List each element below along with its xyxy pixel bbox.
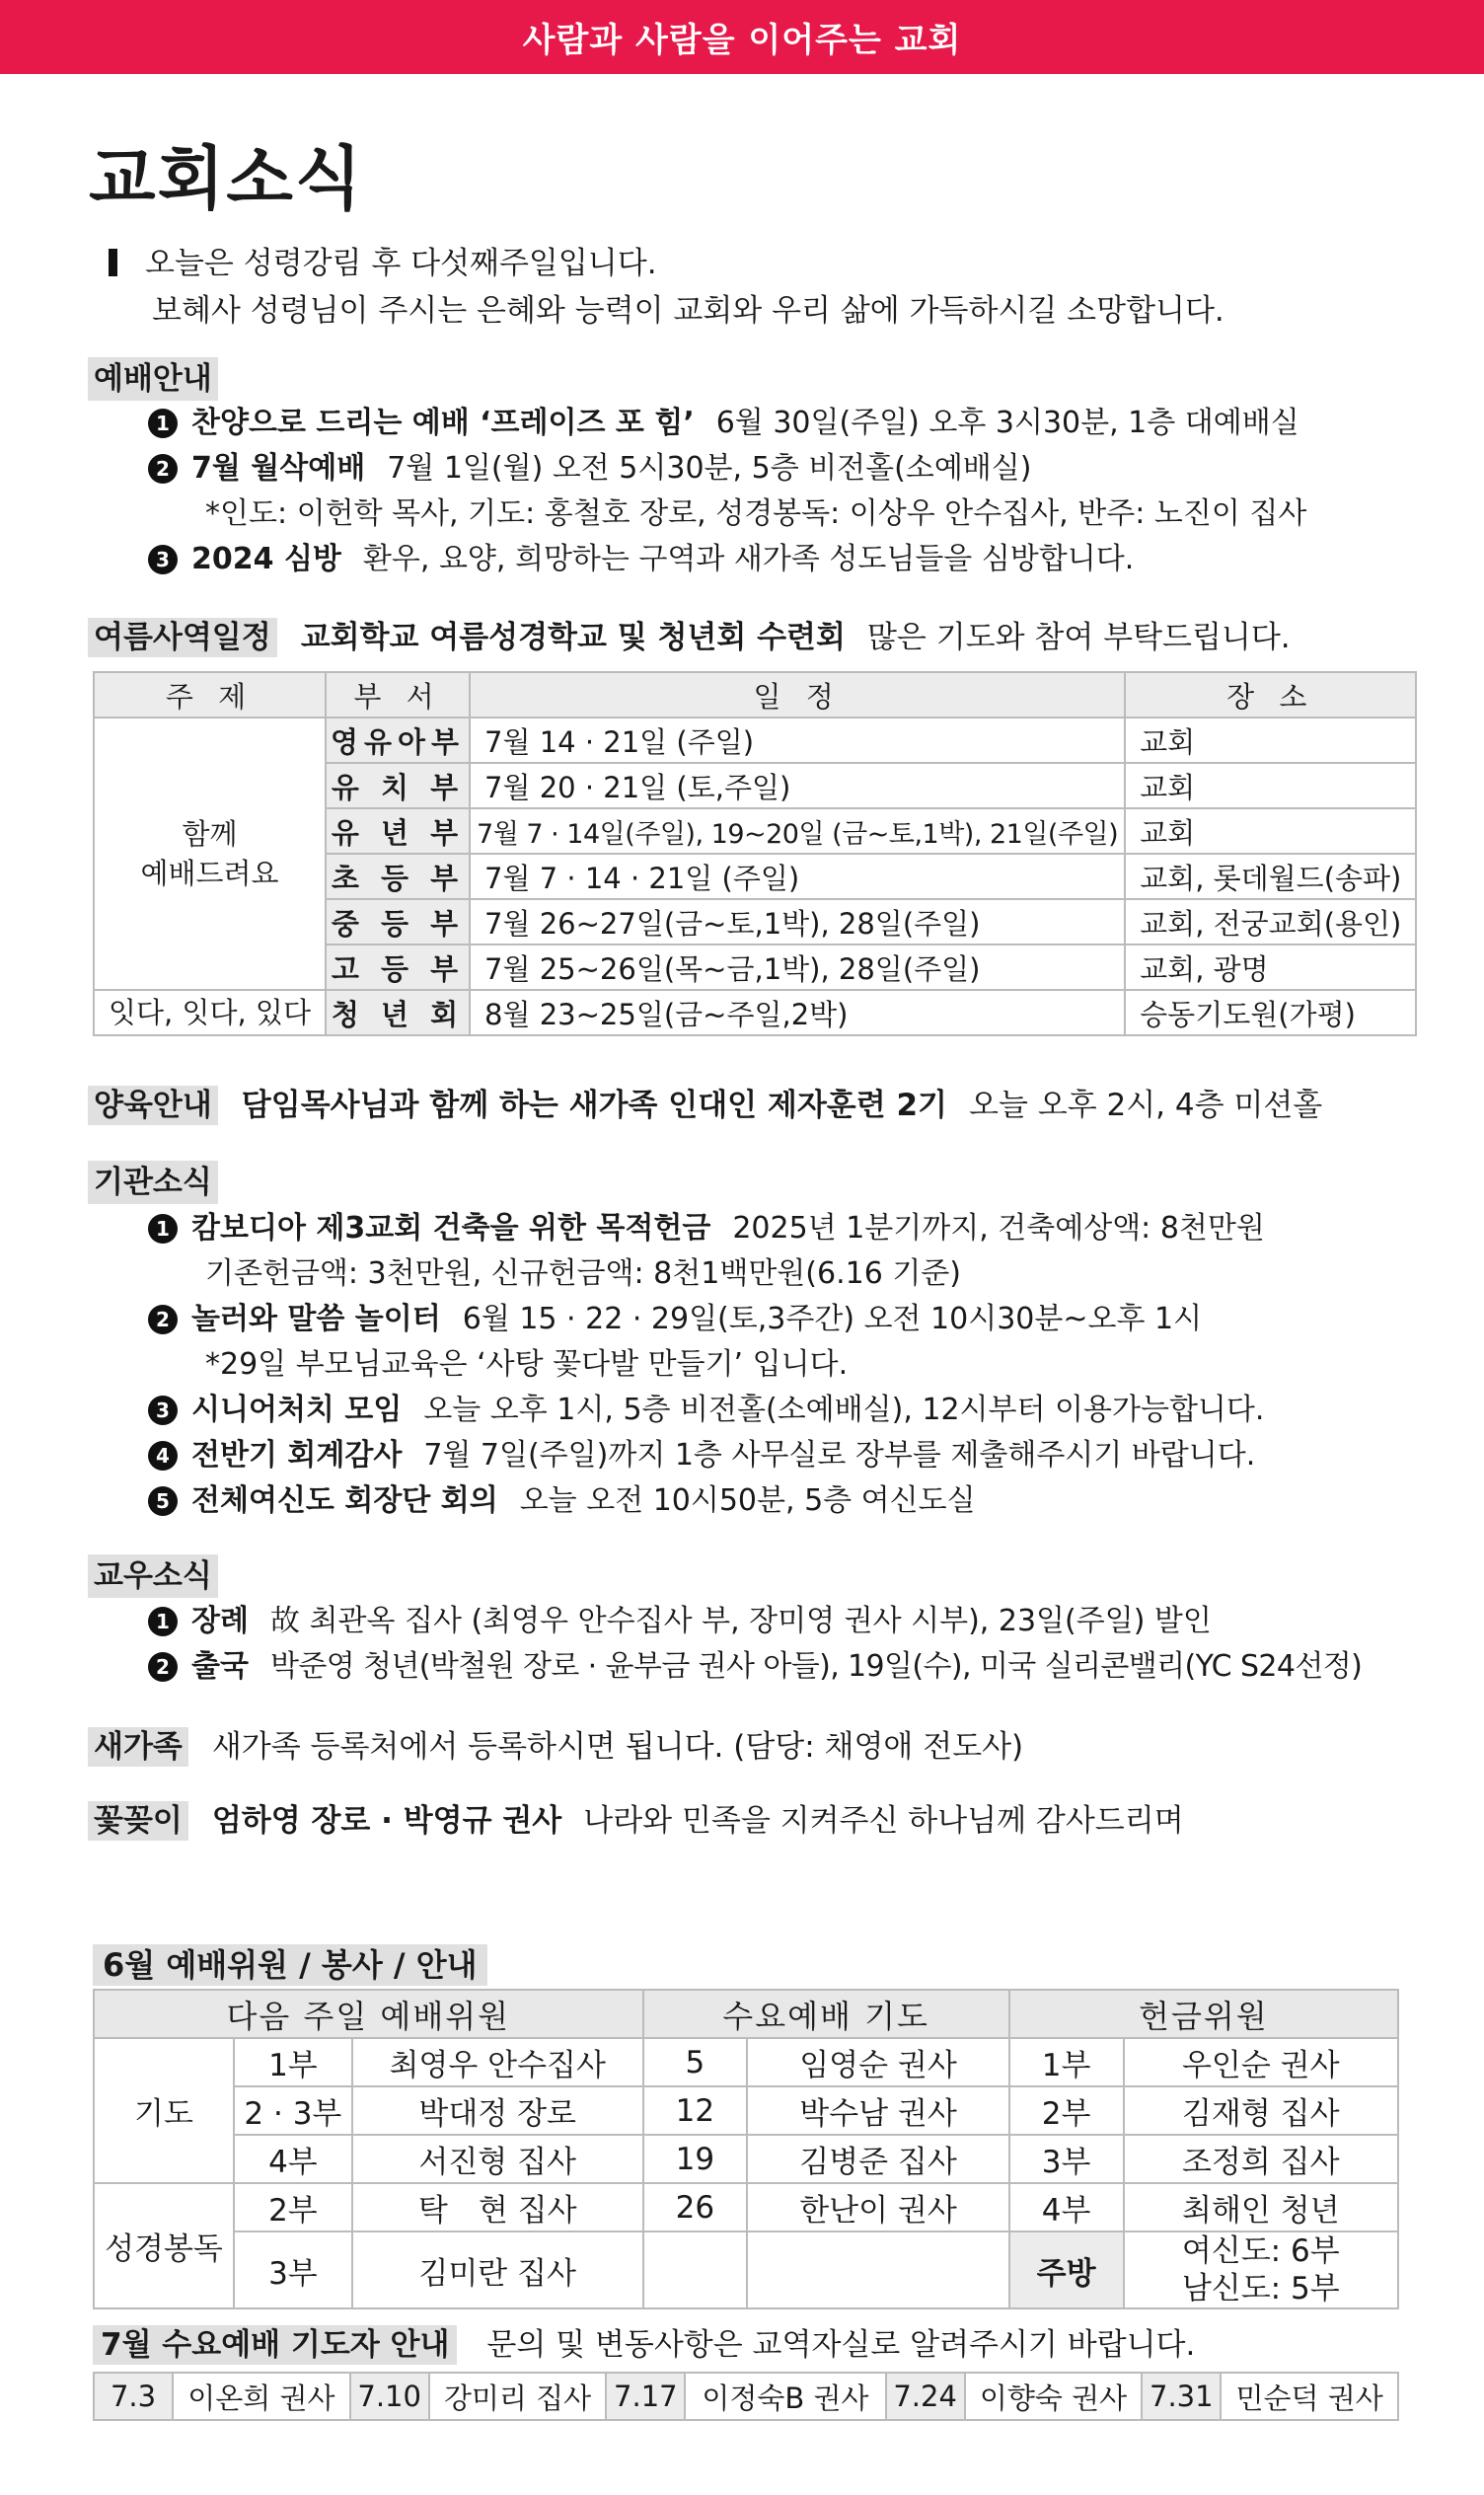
column-header: 부 서 (326, 672, 470, 718)
place-cell: 교회 (1125, 808, 1416, 854)
flowers-title: 엄하영 장로 · 박영규 권사 (211, 1803, 562, 1839)
nurture-section (88, 1084, 1322, 1127)
day-cell: 19 (643, 2135, 748, 2183)
date-cell: 7월 20 · 21일 (토,주일) (470, 763, 1125, 808)
date-cell: 7.10 (350, 2373, 429, 2420)
name-cell: 탁 현 집사 (352, 2183, 643, 2231)
worship-item-text: 7월 1일(월) 오전 5시30분, 5층 비전홀(소예배실) (387, 451, 1032, 486)
name-cell: 이온희 권사 (173, 2373, 350, 2420)
number-1-icon: 1 (148, 1607, 178, 1636)
newfamily-text: 새가족 등록처에서 등록하시면 됩니다. (담당: 채영애 전도사) (211, 1729, 1024, 1765)
date-cell: 7.24 (886, 2373, 965, 2420)
column-header: 수요예배 기도 (643, 1990, 1009, 2038)
name-cell: 우인순 권사 (1124, 2038, 1399, 2086)
part-cell: 3부 (1009, 2135, 1124, 2183)
name-cell: 최영우 안수집사 (352, 2038, 643, 2086)
summer-text: 많은 기도와 참여 부탁드립니다. (866, 620, 1291, 655)
jubang-cell (1124, 2231, 1399, 2308)
july-table (93, 2372, 1399, 2421)
dept-cell: 유 치 부 (326, 763, 470, 808)
agency-label: 기관소식 (88, 1161, 218, 1204)
table-header-row (94, 672, 1416, 718)
dept-cell: 영유아부 (326, 718, 470, 763)
place-cell: 승동기도원(가평) (1125, 990, 1416, 1035)
table-row (94, 718, 1416, 763)
intro (109, 240, 1224, 335)
column-header: 주 제 (94, 672, 326, 718)
column-header: 장 소 (1125, 672, 1416, 718)
dept-cell: 고 등 부 (326, 945, 470, 990)
column-header: 헌금위원 (1009, 1990, 1398, 2038)
name-cell: 조정희 집사 (1124, 2135, 1399, 2183)
table-row (94, 990, 1416, 1035)
roster-title: 6월 예배위원 / 봉사 / 안내 (93, 1944, 487, 1986)
agency-item-text: 2025년 1분기까지, 건축예상액: 8천만원 (732, 1211, 1265, 1246)
members-label: 교우소식 (88, 1554, 218, 1598)
date-cell: 7월 26~27일(금~토,1박), 28일(주일) (470, 899, 1125, 945)
name-cell: 이정숙B 권사 (685, 2373, 885, 2420)
number-1-icon: 1 (148, 1214, 178, 1244)
theme-cell: 잇다, 잇다, 있다 (94, 990, 326, 1035)
part-cell: 3부 (234, 2231, 352, 2308)
july-text: 문의 및 변동사항은 교역자실로 알려주시기 바랍니다. (486, 2327, 1196, 2363)
name-cell: 한난이 권사 (747, 2183, 1009, 2231)
dept-cell: 초 등 부 (326, 854, 470, 899)
name-cell: 이향숙 권사 (965, 2373, 1143, 2420)
number-4-icon: 4 (148, 1441, 178, 1471)
summer-table (93, 671, 1417, 1036)
jubang-label: 주방 (1009, 2231, 1124, 2308)
agency-item-title: 캄보디아 제3교회 건축을 위한 목적헌금 (191, 1211, 711, 1246)
name-cell: 김미란 집사 (352, 2231, 643, 2308)
number-2-icon: 2 (148, 1652, 178, 1682)
table-row (94, 2038, 1398, 2086)
flowers-section (88, 1799, 1184, 1843)
top-banner (0, 0, 1484, 74)
day-cell: 12 (643, 2086, 748, 2135)
date-cell: 7월 7 · 14 · 21일 (주일) (470, 854, 1125, 899)
table-row (94, 2086, 1398, 2135)
worship-label: 예배안내 (88, 357, 218, 401)
agency-item-title: 전체여신도 회장단 회의 (191, 1483, 498, 1518)
name-cell: 김병준 집사 (747, 2135, 1009, 2183)
members-item-text: 박준영 청년(박철원 장로 · 윤부금 권사 아들), 19일(수), 미국 실리콘밸리(YC S24선정) (269, 1649, 1363, 1684)
intro-line2: 보혜사 성령님이 주시는 은혜와 능력이 교회와 우리 삶에 가득하시길 소망합니다. (152, 293, 1224, 329)
table-row (94, 2373, 1398, 2420)
page-title: 교회소식 (89, 137, 364, 219)
prayer-label: 기도 (94, 2038, 234, 2183)
july-header (93, 2324, 1195, 2366)
day-cell: 5 (643, 2038, 748, 2086)
agency-item-text: 7월 7일(주일)까지 1층 사무실로 장부를 제출해주시기 바랍니다. (423, 1438, 1256, 1473)
table-row (94, 2135, 1398, 2183)
agency-item-text: 오늘 오후 1시, 5층 비전홀(소예배실), 12시부터 이용가능합니다. (423, 1393, 1265, 1427)
dept-cell: 유 년 부 (326, 808, 470, 854)
theme-cell: 함께 예배드려요 (94, 718, 326, 990)
intro-line1: 오늘은 성령강림 후 다섯째주일입니다. (145, 246, 657, 281)
place-cell: 교회 (1125, 718, 1416, 763)
part-cell: 4부 (1009, 2183, 1124, 2231)
nurture-label: 양육안내 (88, 1086, 218, 1125)
column-header: 일 정 (470, 672, 1125, 718)
summer-title: 교회학교 여름성경학교 및 청년회 수련회 (300, 620, 846, 655)
date-cell: 8월 23~25일(금~주일,2박) (470, 990, 1125, 1035)
column-header: 다음 주일 예배위원 (94, 1990, 643, 2038)
day-cell (643, 2231, 748, 2308)
dept-cell: 중 등 부 (326, 899, 470, 945)
date-cell: 7월 14 · 21일 (주일) (470, 718, 1125, 763)
name-cell: 민순덕 권사 (1221, 2373, 1398, 2420)
number-3-icon: 3 (148, 1396, 178, 1425)
number-2-icon: 2 (148, 454, 178, 484)
agency-item-sub: *29일 부모님교육은 ‘사탕 꽃다발 만들기’ 입니다. (205, 1347, 849, 1382)
place-cell: 교회 (1125, 763, 1416, 808)
dept-cell: 청 년 회 (326, 990, 470, 1035)
part-cell: 2부 (1009, 2086, 1124, 2135)
place-cell: 교회, 롯데월드(송파) (1125, 854, 1416, 899)
number-3-icon: 3 (148, 545, 178, 574)
jubang-women: 여신도: 6부 (1181, 2233, 1340, 2269)
part-cell: 1부 (1009, 2038, 1124, 2086)
table-row (94, 2183, 1398, 2231)
agency-item-sub: 기존헌금액: 3천만원, 신규헌금액: 8천1백만원(6.16 기준) (205, 1256, 961, 1291)
reading-label: 성경봉독 (94, 2183, 234, 2308)
july-label: 7월 수요예배 기도자 안내 (93, 2325, 457, 2365)
name-cell: 강미리 집사 (429, 2373, 607, 2420)
summer-header (88, 616, 1291, 659)
newfamily-section (88, 1725, 1023, 1769)
name-cell: 김재형 집사 (1124, 2086, 1399, 2135)
jubang-men: 남신도: 5부 (1181, 2271, 1340, 2306)
worship-item-title: 찬양으로 드리는 예배 ‘프레이즈 포 힘’ (191, 406, 695, 440)
members-item-title: 출국 (191, 1649, 249, 1684)
day-cell: 26 (643, 2183, 748, 2231)
place-cell: 교회, 전궁교회(용인) (1125, 899, 1416, 945)
nurture-text: 오늘 오후 2시, 4층 미션홀 (969, 1088, 1323, 1123)
worship-item-text: 환우, 요양, 희망하는 구역과 새가족 성도님들을 심방합니다. (362, 542, 1135, 576)
newfamily-label: 새가족 (88, 1727, 188, 1767)
part-cell: 2부 (234, 2183, 352, 2231)
name-cell (747, 2231, 1009, 2308)
place-cell: 교회, 광명 (1125, 945, 1416, 990)
banner-text: 사람과 사람을 이어주는 교회 (522, 21, 962, 60)
worship-item-text: 6월 30일(주일) 오후 3시30분, 1층 대예배실 (715, 406, 1299, 440)
agency-item-title: 놀러와 말씀 놀이터 (191, 1302, 441, 1336)
summer-label: 여름사역일정 (88, 618, 277, 657)
date-cell: 7.31 (1142, 2373, 1221, 2420)
part-cell: 2 · 3부 (234, 2086, 352, 2135)
date-cell: 7.3 (94, 2373, 173, 2420)
members-item-text: 故 최관옥 집사 (최영우 안수집사 부, 장미영 권사 시부), 23일(주일) 발인 (269, 1604, 1212, 1638)
date-cell: 7월 7 · 14일(주일), 19~20일 (금~토,1박), 21일(주일) (470, 808, 1125, 854)
date-cell: 7.17 (606, 2373, 685, 2420)
name-cell: 임영순 권사 (747, 2038, 1009, 2086)
number-1-icon: 1 (148, 409, 178, 438)
name-cell: 서진형 집사 (352, 2135, 643, 2183)
agency-item-title: 전반기 회계감사 (191, 1438, 403, 1473)
name-cell: 박대정 장로 (352, 2086, 643, 2135)
agency-item-text: 6월 15 · 22 · 29일(토,3주간) 오전 10시30분~오후 1시 (462, 1302, 1203, 1336)
members-items (148, 1599, 1362, 1690)
worship-item-sub: *인도: 이헌학 목사, 기도: 홍철호 장로, 성경봉독: 이상우 안수집사, 반주: 노진이 집사 (205, 496, 1307, 531)
part-cell: 4부 (234, 2135, 352, 2183)
agency-items (148, 1206, 1265, 1524)
name-cell: 최해인 청년 (1124, 2183, 1399, 2231)
number-2-icon: 2 (148, 1305, 178, 1334)
agency-item-text: 오늘 오전 10시50분, 5층 여신도실 (519, 1483, 976, 1518)
flowers-label: 꽃꽂이 (88, 1801, 188, 1841)
table-header-row (94, 1990, 1398, 2038)
name-cell: 박수남 권사 (747, 2086, 1009, 2135)
number-5-icon: 5 (148, 1486, 178, 1516)
worship-items (148, 401, 1306, 582)
bar-icon (109, 249, 117, 276)
date-cell: 7월 25~26일(목~금,1박), 28일(주일) (470, 945, 1125, 990)
worship-item-title: 2024 심방 (191, 542, 341, 576)
worship-item-title: 7월 월삭예배 (191, 451, 366, 486)
part-cell: 1부 (234, 2038, 352, 2086)
flowers-text: 나라와 민족을 지켜주신 하나님께 감사드리며 (583, 1803, 1184, 1839)
members-item-title: 장례 (191, 1604, 249, 1638)
agency-item-title: 시니어처치 모임 (191, 1393, 403, 1427)
roster-table (93, 1989, 1399, 2309)
table-row (94, 2231, 1398, 2308)
nurture-title: 담임목사님과 함께 하는 새가족 인대인 제자훈련 2기 (241, 1088, 947, 1123)
